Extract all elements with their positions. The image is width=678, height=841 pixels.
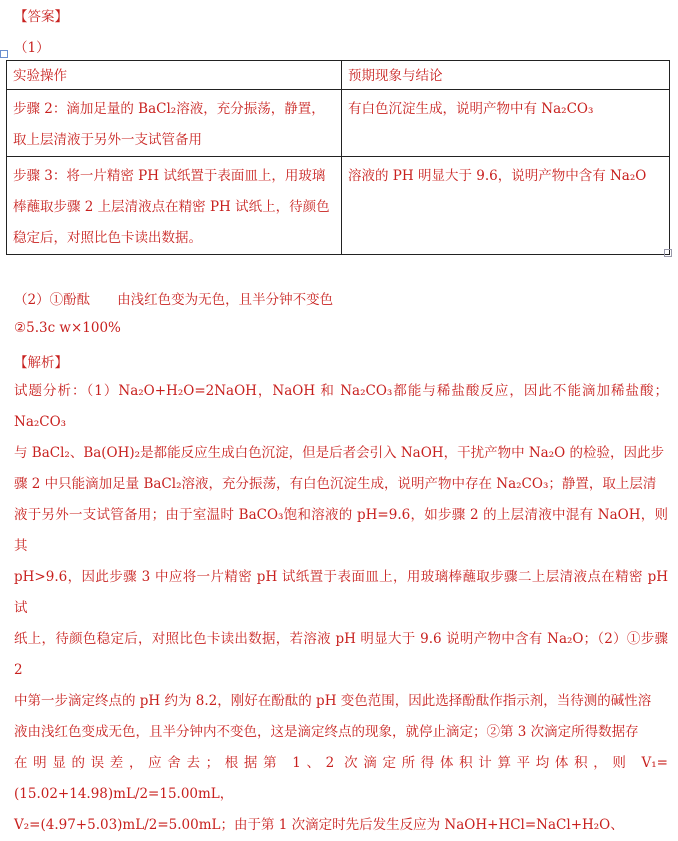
header-result: 预期现象与结论 xyxy=(342,61,670,90)
analysis-heading: 【解析】 xyxy=(14,355,68,371)
table-row xyxy=(7,157,670,255)
row2-result: 溶液的 PH 明显大于 9.6，说明产物中含有 Na₂O xyxy=(342,157,670,255)
row1-result: 有白色沉淀生成，说明产物中有 Na₂CO₃ xyxy=(342,90,670,157)
analysis-line: 液由浅红色变成无色，且半分钟内不变色，这是滴定终点的现象，就停止滴定；②第 3 次滴定所得数据存 xyxy=(14,724,639,740)
table-resize-handle[interactable] xyxy=(664,249,672,257)
part1-label: （1） xyxy=(14,40,50,56)
analysis-line: 试题分析：（1）Na₂O+H₂O=2NaOH，NaOH 和 Na₂CO₃都能与稀盐酸反应，因此不能滴加稀盐酸；Na₂CO₃ xyxy=(14,383,668,430)
op-line: 步骤 3：将一片精密 PH 试纸置于表面皿上，用玻璃 xyxy=(13,168,326,184)
analysis-line: 在明显的误差，应舍去；根据第 1、2 次滴定所得体积计算平均体积，则 V₁=(15.02+14.98)mL/2=15.00mL， xyxy=(14,755,668,802)
row1-operation xyxy=(7,90,342,157)
answer-heading: 【答案】 xyxy=(14,9,68,25)
part2-line2: ②5.3c w×100% xyxy=(14,320,121,336)
op-line: 棒蘸取步骤 2 上层清液点在精密 PH 试纸上，待颜色 xyxy=(13,199,330,215)
row2-operation xyxy=(7,157,342,255)
table-row xyxy=(7,90,670,157)
analysis-line: 与 BaCl₂、Ba(OH)₂是都能反应生成白色沉淀，但是后者会引入 NaOH，干扰产物中 Na₂O 的检验，因此步 xyxy=(14,445,664,461)
analysis-line: pH>9.6，因此步骤 3 中应将一片精密 pH 试纸置于表面皿上，用玻璃棒蘸取步骤二上层清液点在精密 pH 试 xyxy=(14,569,668,616)
analysis-line: 骤 2 中只能滴加足量 BaCl₂溶液，充分振荡，有白色沉淀生成，说明产物中存在 Na₂CO₃；静置，取上层清 xyxy=(14,476,657,492)
experiment-table xyxy=(6,60,670,255)
table-header-row xyxy=(7,61,670,90)
analysis-line: 中第一步滴定终点的 pH 约为 8.2，刚好在酚酞的 pH 变色范围，因此选择酚酞作指示剂，当待测的碱性溶 xyxy=(14,693,652,709)
part2-line1: （2）①酚酞 由浅红色变为无色，且半分钟不变色 xyxy=(14,292,334,308)
op-line: 取上层清液于另外一支试管备用 xyxy=(13,132,202,148)
analysis-paragraph xyxy=(14,376,668,841)
header-operation: 实验操作 xyxy=(7,61,342,90)
analysis-line: 纸上，待颜色稳定后，对照比色卡读出数据，若溶液 pH 明显大于 9.6 说明产物中含有 Na₂O；（2）①步骤 2 xyxy=(14,631,668,678)
analysis-line: V₂=(4.97+5.03)mL/2=5.00mL；由于第 1 次滴定时先后发生反应为 NaOH+HCl=NaCl+H₂O、 xyxy=(14,817,624,833)
op-line: 步骤 2：滴加足量的 BaCl₂溶液，充分振荡，静置， xyxy=(13,101,325,117)
op-line: 稳定后，对照比色卡读出数据。 xyxy=(13,230,202,246)
table-anchor-icon[interactable] xyxy=(0,50,8,58)
analysis-line: 液于另外一支试管备用；由于室温时 BaCO₃饱和溶液的 pH=9.6，如步骤 2 的上层清液中混有 NaOH，则其 xyxy=(14,507,668,554)
